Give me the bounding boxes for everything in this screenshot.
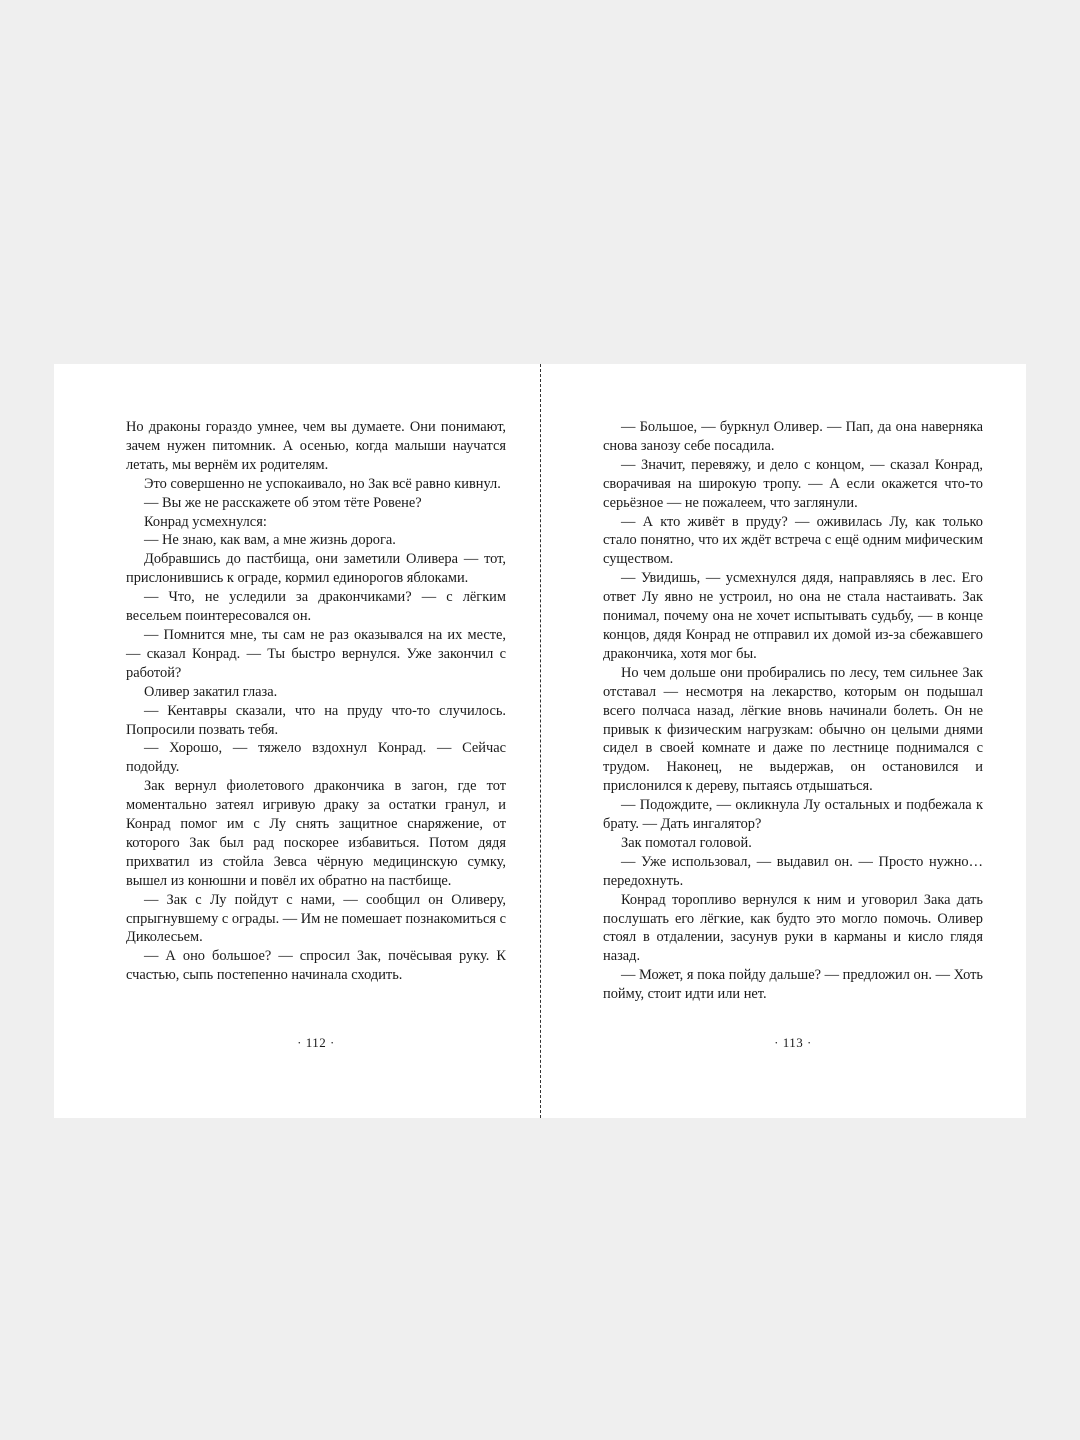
paragraph: Добравшись до пастбища, они заметили Оливера — тот, прислонившись к ограде, кормил единорогов яблоками. [126, 551, 506, 587]
book-spread [54, 364, 1026, 1118]
page-gutter-divider [540, 364, 541, 1118]
left-page-text [126, 418, 506, 985]
paragraph: — Может, я пока пойду дальше? — предложил он. — Хоть пойму, стоит идти или нет. [603, 967, 983, 1003]
paragraph: — Что, не уследили за дракончиками? — с лёгким весельем поинтересовался он. [126, 589, 506, 625]
paragraph: — Уже использовал, — выдавил он. — Просто нужно… передохнуть. [603, 853, 983, 889]
right-page-text [603, 418, 983, 1004]
paragraph: — Зак с Лу пойдут с нами, — сообщил он Оливеру, спрыгнувшему с ограды. — Им не помешает познакомиться с Диколесьем. [126, 891, 506, 946]
paragraph: Это совершенно не успокаивало, но Зак всё равно кивнул. [144, 475, 501, 492]
paragraph: — Хорошо, — тяжело вздохнул Конрад. — Сейчас подойду. [126, 740, 506, 776]
paragraph: — Большое, — буркнул Оливер. — Пап, да она наверняка снова занозу себе посадила. [603, 419, 983, 454]
paragraph: Оливер закатил глаза. [144, 683, 278, 700]
paragraph: — А кто живёт в пруду? — оживилась Лу, как только стало понятно, что их ждёт встреча с ещё одним мифическим существом. [603, 513, 983, 568]
left-page-number: · 112 · [297, 1035, 335, 1050]
paragraph: — А оно большое? — спросил Зак, почёсывая руку. К счастью, сыпь постепенно начинала сходить. [126, 948, 506, 984]
paragraph: — Значит, перевяжу, и дело с концом, — сказал Конрад, сворачивая на широкую тропу. — А если окажется что-то серьёзное — не пожалеем, что заглянули. [603, 456, 983, 511]
paragraph: Но чем дольше они пробирались по лесу, тем сильнее Зак отставал — несмотря на лекарство, которым он подышал всего полчаса назад, лёгкие вновь начинали болеть. Он не привык к физическим нагрузкам: обычно он целыми днями сидел в своей комнате и даже по лестнице поднимался с трудом. Наконец, не выдержав, он остановился и прислонился к дереву, пытаясь отдышаться. [603, 664, 983, 795]
paragraph: Зак помотал головой. [621, 834, 752, 851]
paragraph: — Вы же не расскажете об этом тёте Ровене? [144, 494, 422, 511]
paragraph: — Увидишь, — усмехнулся дядя, направляясь в лес. Его ответ Лу явно не устроил, но она не стала настаивать. Зак понимал, почему она не хочет испытывать судьбу, — в конце концов, дядя Конрад не отправил их домой из-за сбежавшего дракончика, хотя мог бы. [603, 570, 983, 662]
paragraph: Конрад торопливо вернулся к ним и уговорил Зака дать послушать его лёгкие, как будто это могло помочь. Оливер стоял в отдалении, засунув руки в карманы и кисло глядя назад. [603, 891, 983, 965]
paragraph: Но драконы гораздо умнее, чем вы думаете. Они понимают, зачем нужен питомник. А осенью, когда малыши научатся летать, мы вернём их родителям. [126, 419, 506, 473]
paragraph: — Не знаю, как вам, а мне жизнь дорога. [144, 532, 396, 549]
paragraph: — Помнится мне, ты сам не раз оказывался на их месте, — сказал Конрад. — Ты быстро вернулся. Уже закончил с работой? [126, 626, 506, 681]
paragraph: — Подождите, — окликнула Лу остальных и подбежала к брату. — Дать ингалятор? [603, 797, 983, 833]
paragraph: Зак вернул фиолетового дракончика в загон, где тот моментально затеял игривую драку за остатки гранул, и Конрад помог им с Лу снять защитное снаряжение, от которого Зак был рад поскорее избавиться. Потом дядя прихватил из стойла Зевса чёрную медицинскую сумку, вышел из конюшни и повёл их обратно на пастбище. [126, 778, 506, 889]
paragraph: — Кентавры сказали, что на пруду что-то случилось. Попросили позвать тебя. [126, 702, 506, 738]
paragraph: Конрад усмехнулся: [144, 513, 267, 530]
right-page-number: · 113 · [774, 1035, 812, 1050]
